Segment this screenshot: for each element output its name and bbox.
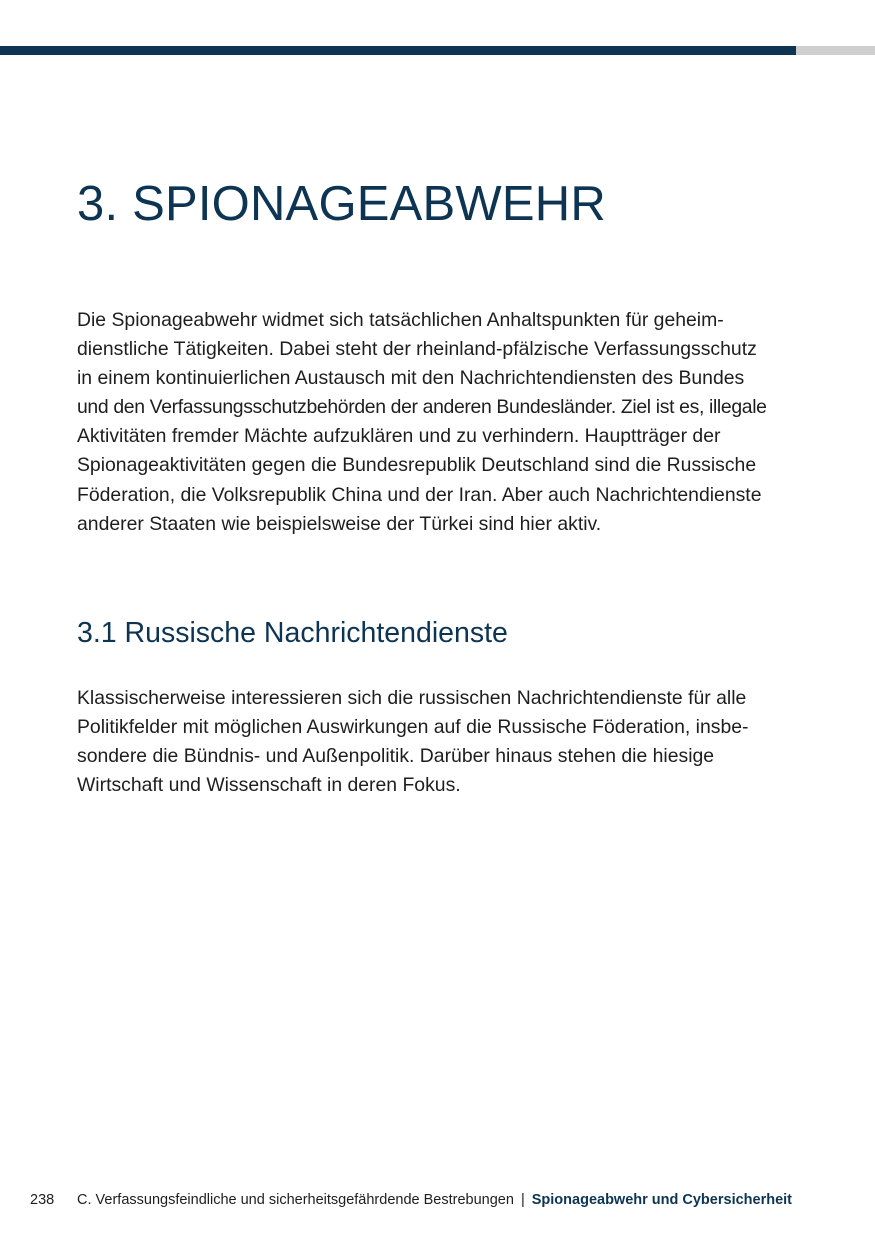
page-number: 238 xyxy=(30,1192,55,1208)
text-line: Aktivitäten fremder Mächte aufzuklären und zu verhindern. Hauptträger der xyxy=(77,425,721,448)
intro-paragraph xyxy=(77,306,797,539)
section-heading: 3.1 Russische Nachrichtendienste xyxy=(77,617,508,649)
text-line: in einem kontinuierlichen Austausch mit den Nachrichtendiensten des Bundes xyxy=(77,367,745,390)
running-head-separator: | xyxy=(520,1192,525,1208)
text-line: Föderation, die Volksrepublik China und der Iran. Aber auch Nachrichtendienste xyxy=(77,483,762,506)
page-footer xyxy=(0,1188,875,1212)
header-accent-bar-light xyxy=(796,46,875,55)
text-line: Klassischerweise interessieren sich die russischen Nachrichtendienste für alle xyxy=(77,687,747,709)
text-line: dienstliche Tätigkeiten. Dabei steht der rheinland-pfälzische Verfassungsschutz xyxy=(77,338,757,361)
text-line: sondere die Bündnis- und Außenpolitik. Darüber hinaus stehen die hiesige xyxy=(77,745,715,768)
text-line: anderer Staaten wie beispielsweise der Türkei sind hier aktiv. xyxy=(77,512,602,535)
text-line: Spionageaktivitäten gegen die Bundesrepublik Deutschland sind die Russische xyxy=(77,454,757,477)
running-head-section: Spionageabwehr und Cybersicherheit xyxy=(531,1192,792,1208)
text-line: Politikfelder mit möglichen Auswirkungen auf die Russische Föderation, insbe- xyxy=(77,716,749,739)
header-accent-bar xyxy=(0,46,796,55)
text-line: und den Verfassungsschutzbehörden der anderen Bundesländer. Ziel ist es, illegale xyxy=(77,396,767,419)
running-head-chapter: C. Verfassungsfeindliche und sicherheitsgefährdende Bestrebungen xyxy=(77,1192,514,1208)
text-line: Die Spionageabwehr widmet sich tatsächlichen Anhaltspunkten für geheim- xyxy=(77,309,724,331)
text-line: Wirtschaft und Wissenschaft in deren Fokus. xyxy=(77,774,461,797)
running-head xyxy=(77,1188,792,1212)
section-paragraph xyxy=(77,684,797,800)
chapter-title: 3. SPIONAGEABWEHR xyxy=(77,177,606,231)
